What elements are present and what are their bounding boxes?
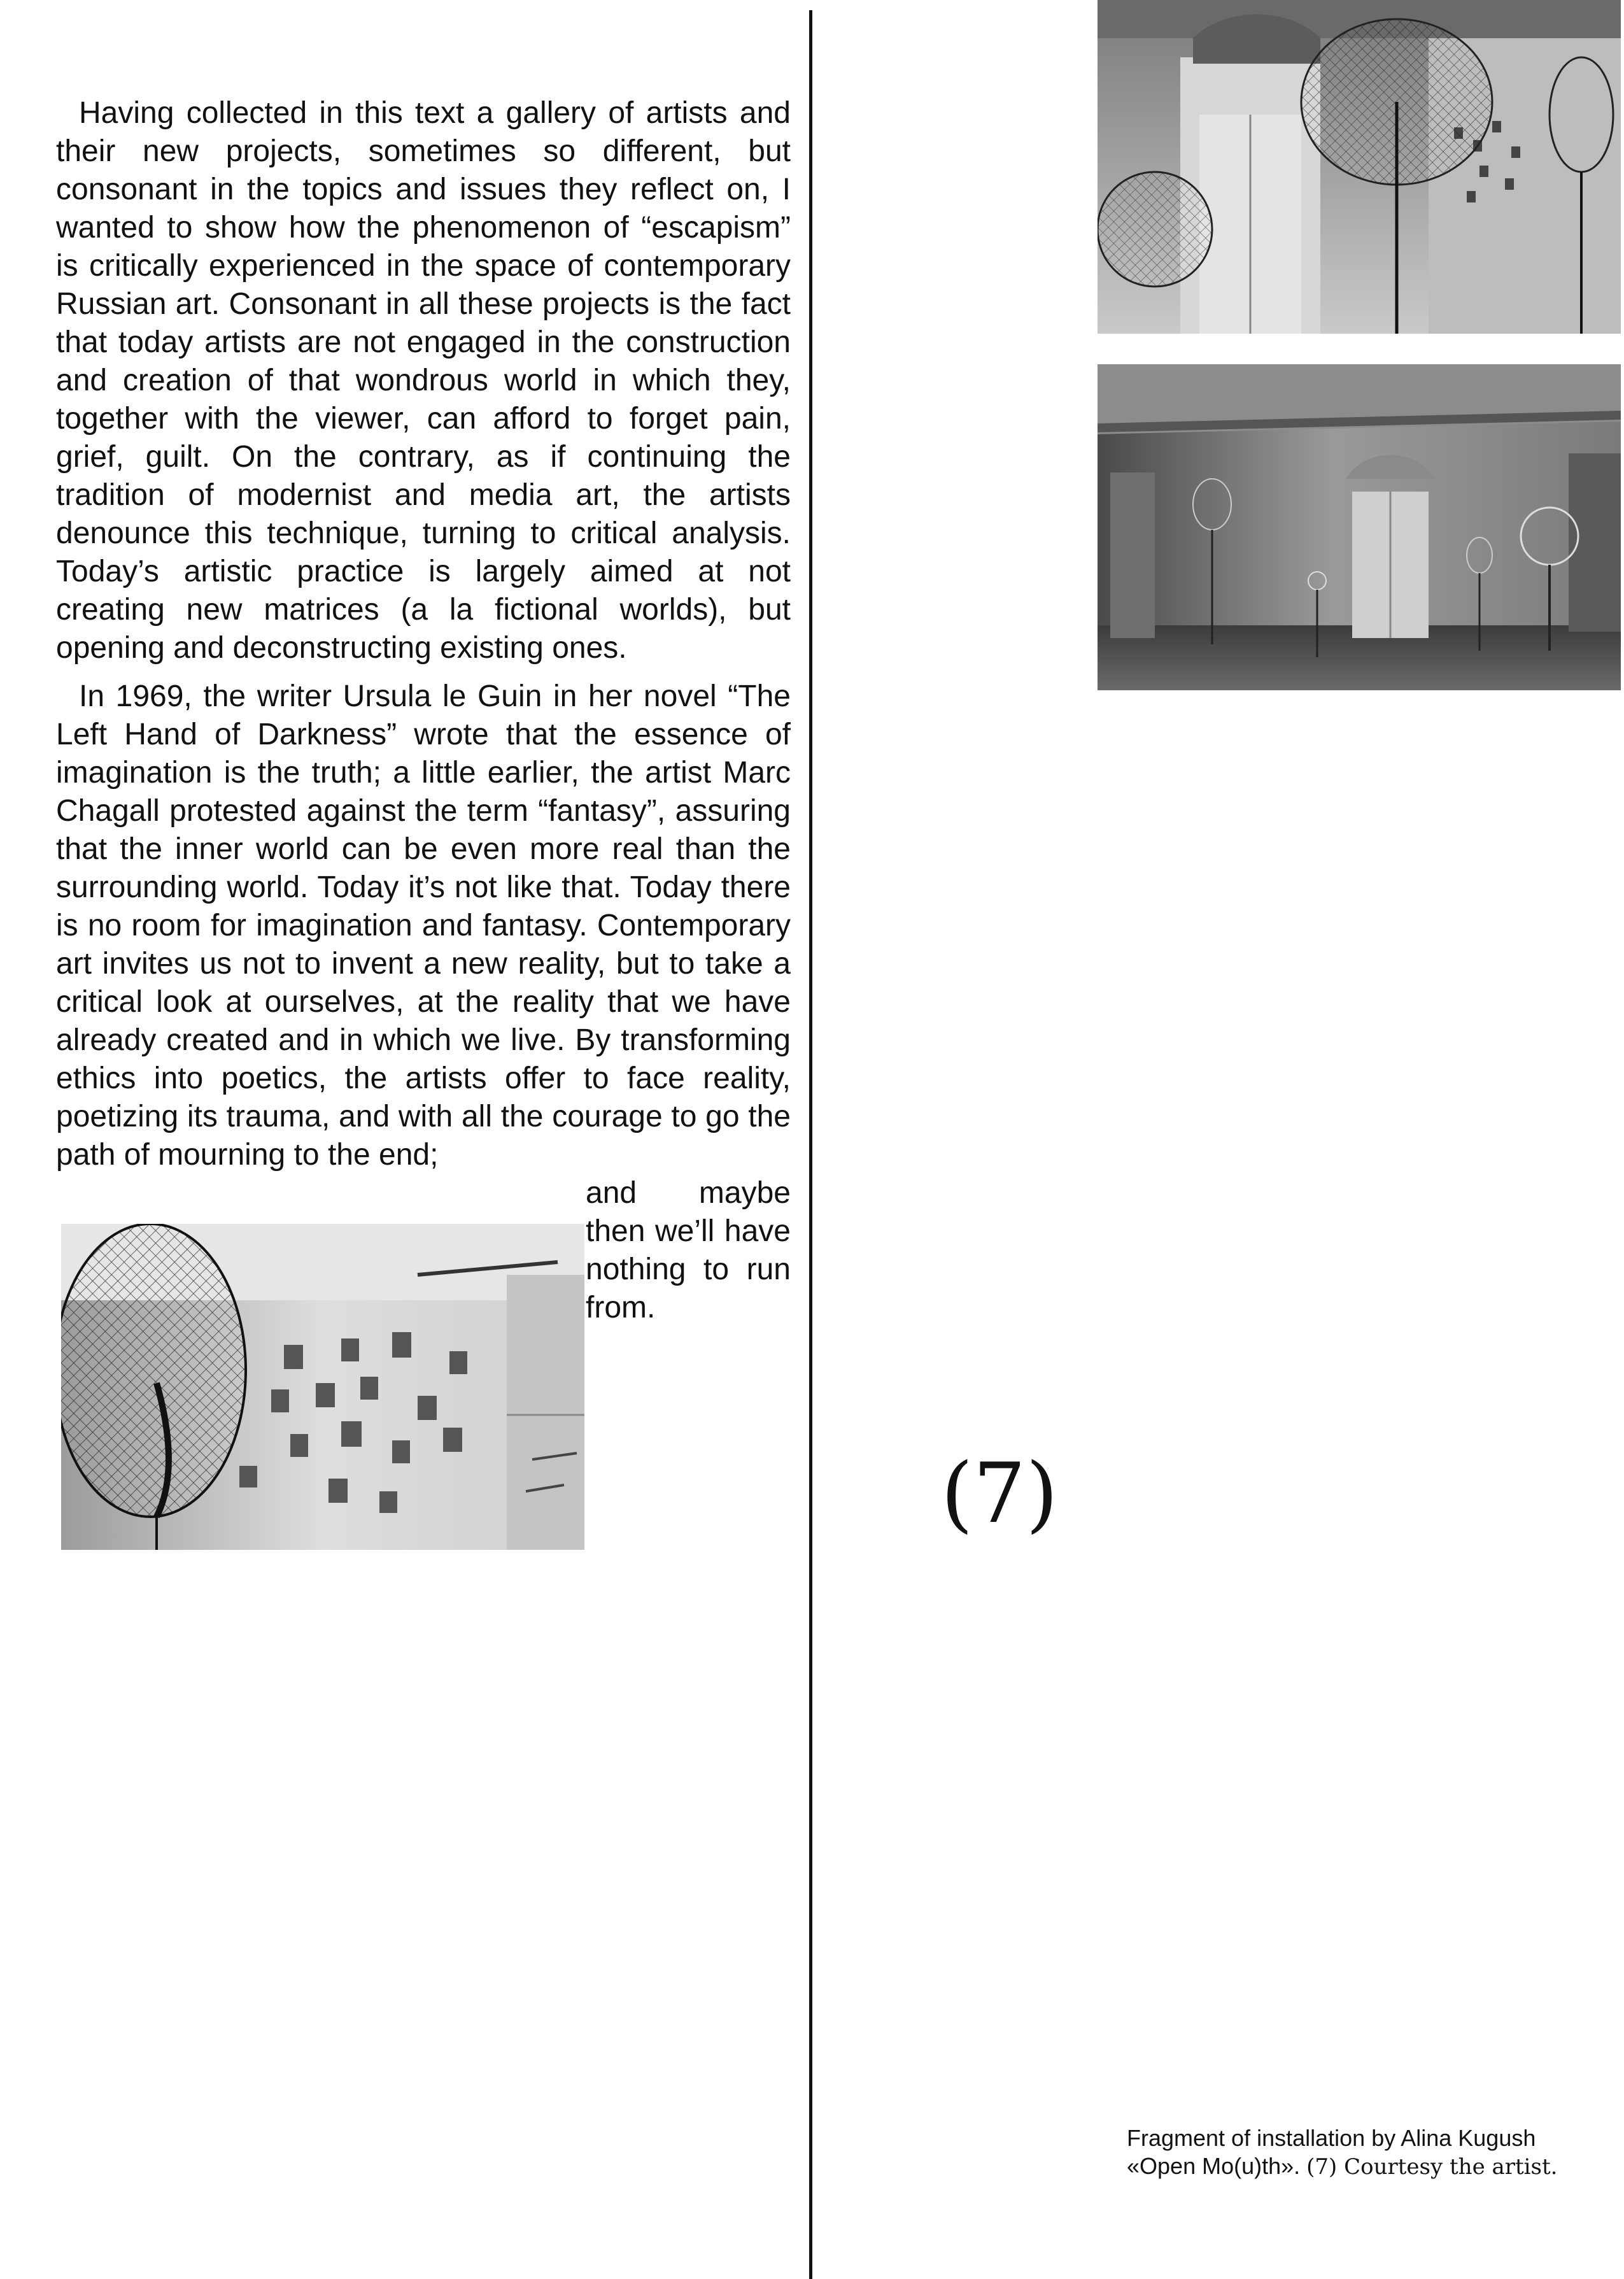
image-caption [1127,2124,1598,2181]
paragraph-2-tail: and maybe then we’ll have nothing to run from. [586,1176,791,1324]
installation-photo-ornate-room-graphic [1098,0,1621,334]
caption-line-2 [1127,2152,1598,2181]
installation-photo-hall-graphic [1098,364,1621,690]
caption-title: «Open Mo(u)th». [1127,2153,1307,2179]
installation-photo-ornate-room [1098,0,1621,334]
page-number: (7) [940,1445,1059,1542]
paragraph-1: Having collected in this text a gallery of artists and their new projects, sometimes so different, but consonant in the topics and issues they reflect on, I wanted to show how the phenomenon of “escapism” is critically experienced in the space of contemporary Russian art. Consonant in all these projects is the fact that today artists are not engaged in the construction and creation of that wondrous world in which they, together with the viewer, can afford to forget pain, grief, guilt. On the contrary, as if continuing the tradition of modernist and media art, the artists denounce this technique, turning to critical analysis. Today’s artistic practice is largely aimed at not creating new matrices (a la fictional worlds), but opening and deconstructing existing ones. [56,96,791,665]
installation-photo-net-wall-graphic [61,1224,584,1550]
caption-credit: (7) Courtesy the artist. [1306,2154,1558,2180]
paragraph-2: In 1969, the writer Ursula le Guin in her novel “The Left Hand of Darkness” wrote that the essence of imagination is the truth; a little earlier, the artist Marc Chagall protested against the term “fantasy”, assuring that the inner world can be even more real than the surrounding world. Today it’s not like that. Today there is no room for imagination and fantasy. Contemporary art invites us not to invent a new reality, but to take a critical look at ourselves, at the reality that we have already created and in which we live. By transforming ethics into poetics, the artists offer to face reality, poetizing its trauma, and with all the courage to go the path of mourning to the end; [56,679,791,1172]
caption-line-1: Fragment of installation by Alina Kugush [1127,2125,1536,2151]
installation-photo-net-wall [61,1224,584,1550]
column-divider [809,10,812,2279]
installation-photo-hall [1098,364,1621,690]
